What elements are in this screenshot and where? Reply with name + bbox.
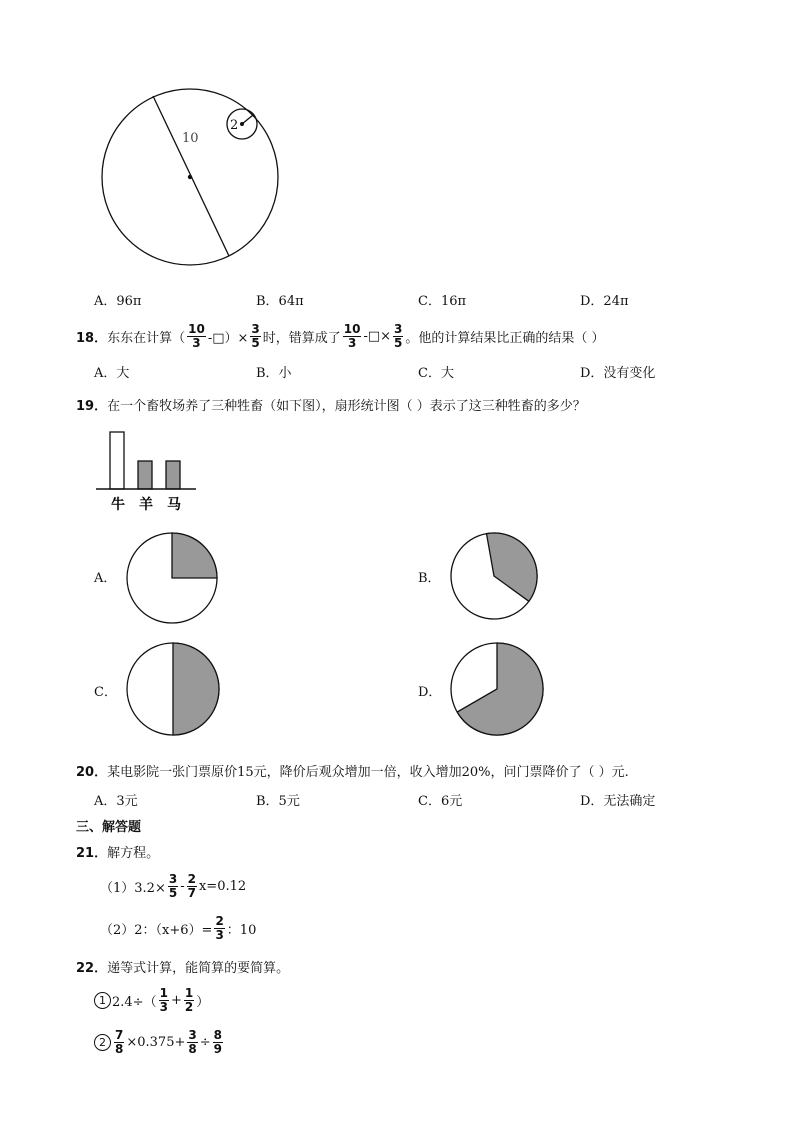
q18-fraction-2: $\frac{3}{5}$ [251, 321, 260, 350]
q21-eq2-fraction-1: $\frac{2}{3}$ [215, 913, 224, 942]
q18-text-4: -□× [363, 328, 392, 344]
q18-option-b[interactable]: B．小 [256, 366, 292, 381]
q22-question [76, 957, 289, 976]
q21-question [76, 842, 159, 861]
q18-question [76, 318, 605, 354]
q17-option-b[interactable]: B．64π [256, 294, 304, 309]
q22-ex2-fraction-3: $\frac{8}{9}$ [213, 1027, 222, 1056]
q19-text: 在一个畜牧场养了三种牲畜（如下图），扇形统计图（ ）表示了这三种牲畜的多少？ [107, 399, 586, 414]
q21-equation-2: （2）2：（x+6）= $\frac{2}{3}$ ：10 [100, 913, 257, 942]
q19-option-c-label[interactable]: C． [94, 685, 117, 700]
q19-option-d-label[interactable]: D． [418, 685, 442, 700]
q17-circle-figure [98, 84, 288, 274]
q18-text-3: 时，错算成了 [262, 330, 341, 346]
q18-number: 18． [76, 330, 108, 346]
q22-text: 递等式计算，能简算的要简算。 [107, 961, 290, 976]
q18-text-2: -□）× [207, 330, 249, 346]
q21-equation-1: （1）3.2× $\frac{3}{5}$ - $\frac{2}{7}$ x=0.12 [100, 871, 247, 900]
q19-pie-a[interactable] [124, 530, 220, 626]
q19-option-b-label[interactable]: B． [418, 571, 441, 586]
circled-number-1: 1 [94, 992, 111, 1009]
q21-eq1-fraction-2: $\frac{2}{7}$ [187, 871, 196, 900]
q20-option-b[interactable]: B．5元 [256, 794, 300, 809]
q20-question [76, 761, 629, 780]
bar-cattle [110, 432, 124, 489]
bar-label-sheep: 羊 [139, 497, 153, 513]
small-circle-label: 2 [230, 118, 239, 133]
q18-fraction-1: $\frac{10}{3}$ [188, 321, 205, 350]
q22-ex2-fraction-1: $\frac{7}{8}$ [115, 1027, 124, 1056]
q22-expression-1: 1 2.4÷（ $\frac{1}{3}$ + $\frac{1}{2}$ ） [94, 982, 209, 1018]
circled-number-2: 2 [94, 1034, 111, 1051]
q18-option-d[interactable]: D．没有变化 [580, 366, 656, 381]
q20-option-c[interactable]: C．6元 [418, 794, 463, 809]
q19-bar-chart [94, 428, 204, 518]
q19-pie-d[interactable] [448, 640, 546, 738]
q19-option-a-label[interactable]: A． [94, 571, 117, 586]
q18-option-a[interactable]: A．大 [94, 366, 130, 381]
q18-fraction-4: $\frac{3}{5}$ [394, 321, 403, 350]
section-three-title: 三、解答题 [76, 820, 142, 835]
q22-expression-2: 2 $\frac{7}{8}$ ×0.375+ $\frac{3}{8}$ ÷ $\frac{8}{9}$ [94, 1024, 225, 1060]
q21-number: 21． [76, 846, 108, 861]
q20-text: 某电影院一张门票原价15元，降价后观众增加一倍，收入增加20%，问门票降价了（ ）元. [107, 765, 629, 780]
q18-option-c[interactable]: C．大 [418, 366, 454, 381]
q17-option-d[interactable]: D．24π [580, 294, 629, 309]
q22-ex1-fraction-2: $\frac{1}{2}$ [184, 985, 194, 1014]
q22-ex1-fraction-1: $\frac{1}{3}$ [159, 985, 168, 1014]
q19-pie-c[interactable] [124, 640, 222, 738]
bar-label-horse: 马 [167, 497, 181, 513]
big-center-dot [188, 175, 192, 179]
q21-eq1-fraction-1: $\frac{3}{5}$ [168, 871, 178, 900]
q20-number: 20． [76, 765, 108, 780]
q19-pie-b[interactable] [448, 530, 540, 622]
bar-horse [166, 461, 180, 489]
q17-option-c[interactable]: C．16π [418, 294, 467, 309]
small-radius [242, 115, 253, 124]
q20-option-a[interactable]: A．3元 [94, 794, 138, 809]
q18-fraction-3: $\frac{10}{3}$ [343, 321, 361, 350]
q17-option-a[interactable]: A．96π [94, 294, 142, 309]
q22-number: 22． [76, 961, 108, 976]
q19-number: 19． [76, 399, 108, 414]
q22-ex2-fraction-2: $\frac{3}{8}$ [188, 1027, 197, 1056]
big-circle-label: 10 [182, 131, 199, 146]
q20-option-d[interactable]: D．无法确定 [580, 794, 656, 809]
bar-label-cattle: 牛 [111, 497, 125, 513]
small-center-dot [240, 122, 244, 126]
q18-text-1: 东东在计算（ [107, 330, 186, 346]
bar-sheep [138, 461, 152, 489]
q18-text-5: 。他的计算结果比正确的结果（ ） [405, 330, 605, 346]
q21-text: 解方程。 [107, 846, 160, 861]
q19-question [76, 395, 586, 414]
